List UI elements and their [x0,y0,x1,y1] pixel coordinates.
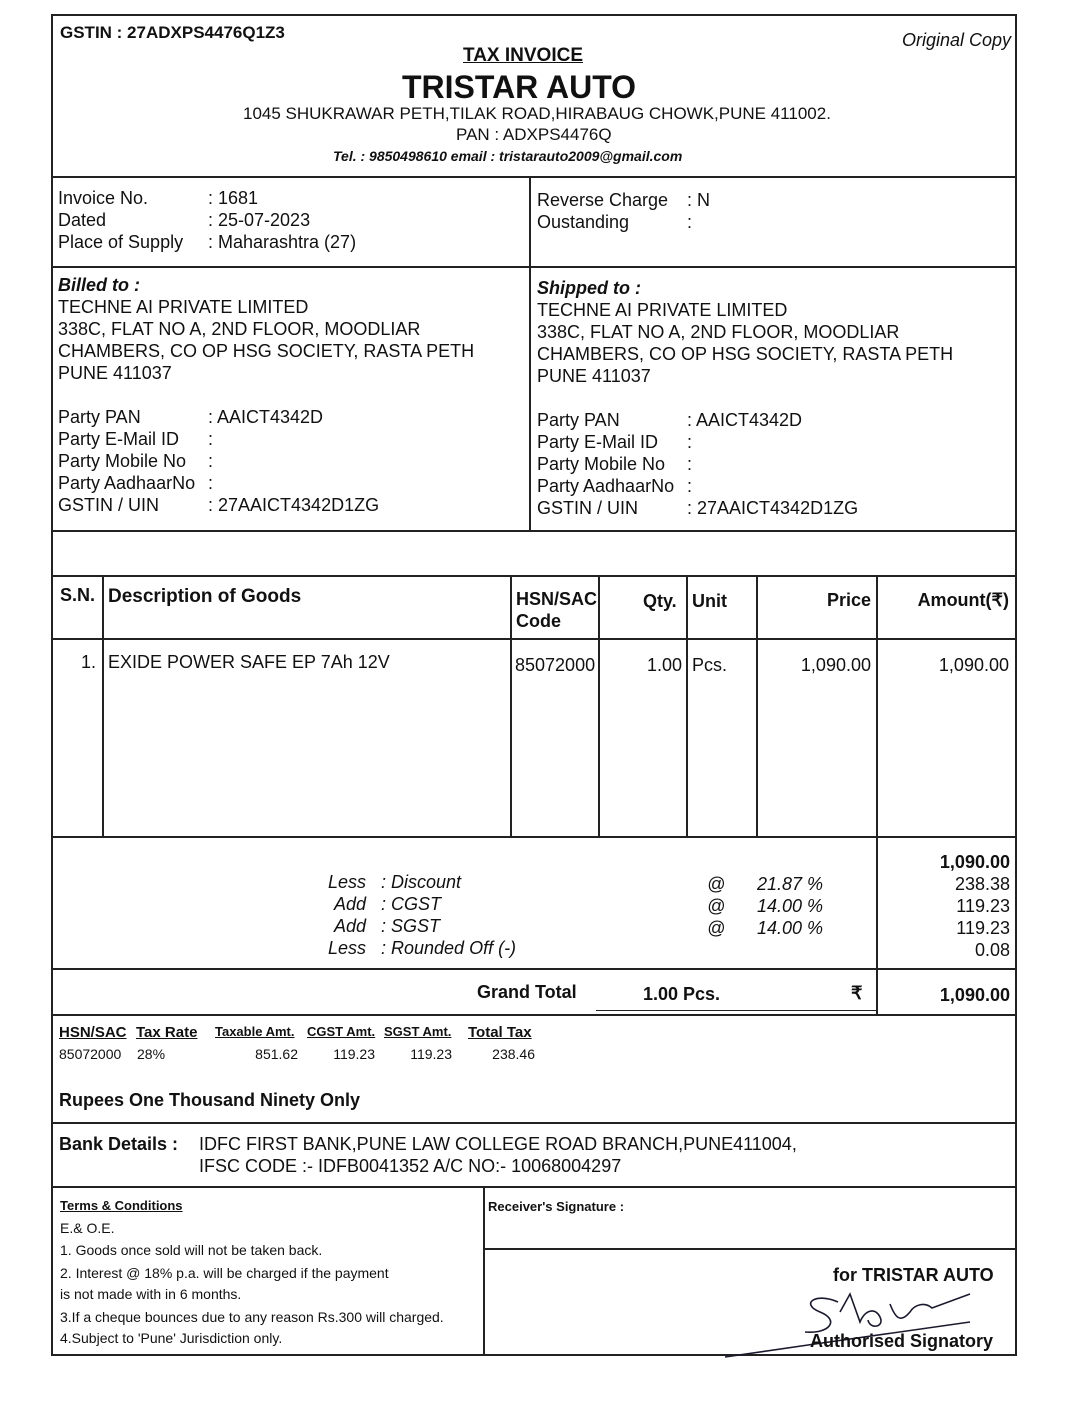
divider [598,575,600,836]
adjustment-op: Less [327,938,366,958]
adjustment-at: @ [707,918,726,938]
shipped-gstin-value: : 27AAICT4342D1ZG [687,498,859,518]
outstanding-value: : [687,212,693,232]
col-header-description: Description of Goods [108,586,302,607]
col-header-code: Code [516,611,561,631]
billed-line: TECHNE AI PRIVATE LIMITED [58,297,309,317]
divider [51,176,1017,178]
terms-line: 2. Interest @ 18% p.a. will be charged if the payment [60,1265,389,1281]
col-header-unit: Unit [692,591,727,611]
grand-total-qty: 1.00 Pcs. [643,984,721,1004]
grand-total-amount: 1,090.00 [939,985,1010,1005]
col-header-qty: Qty. [643,591,677,611]
adjustment-op: Add [333,894,366,914]
divider [51,638,1017,640]
billed-mobile-label: Party Mobile No [58,451,187,471]
item-unit: Pcs. [692,655,728,675]
billed-email-value: : [208,429,214,449]
adjustment-amount: 119.23 [956,918,1010,938]
grand-total-label: Grand Total [477,982,577,1002]
place-of-supply-value: : Maharashtra (27) [208,232,357,252]
shipped-line: PUNE 411037 [537,366,651,386]
adjustment-name: : Rounded Off (-) [381,938,517,958]
shipped-aadhaar-label: Party AadhaarNo [537,476,675,496]
shipped-mobile-value: : [687,454,693,474]
tax-header-taxable: Taxable Amt. [215,1024,295,1039]
outstanding-label: Oustanding [537,212,630,232]
terms-line: 1. Goods once sold will not be taken back. [60,1242,323,1258]
tax-row-sgst: 119.23 [410,1046,452,1062]
divider [876,575,878,836]
dated-value: : 25-07-2023 [208,210,311,230]
col-header-sn: S.N. [60,585,96,605]
adjustment-op: Add [333,916,366,936]
billed-line: PUNE 411037 [58,363,172,383]
adjustment-amount: 119.23 [956,896,1010,916]
adjustment-at: @ [707,874,726,894]
reverse-charge-value: : N [687,190,711,210]
shipped-aadhaar-value: : [687,476,693,496]
company-pan: PAN : ADXPS4476Q [456,125,612,144]
divider [876,836,878,1014]
divider [51,1122,1017,1124]
terms-line: 3.If a cheque bounces due to any reason Rs.300 will charged. [60,1309,444,1325]
shipped-line: CHAMBERS, CO OP HSG SOCIETY, RASTA PETH [537,344,954,364]
col-header-amount: Amount(₹) [917,590,1009,610]
divider [483,1248,1017,1250]
invoice-no-label: Invoice No. [58,188,149,208]
billed-gstin-label: GSTIN / UIN [58,495,160,515]
col-header-hsn: HSN/SAC [516,589,598,609]
shipped-to-block [537,277,953,519]
billed-line: CHAMBERS, CO OP HSG SOCIETY, RASTA PETH [58,341,475,361]
billed-to-heading: Billed to : [58,275,140,295]
billed-email-label: Party E-Mail ID [58,429,180,449]
company-address: 1045 SHUKRAWAR PETH,TILAK ROAD,HIRABAUG CHOWK,PUNE 411002. [243,104,831,123]
authorised-signatory-label: Authorised Signatory [810,1331,994,1351]
tax-header-cgst: CGST Amt. [307,1024,376,1039]
amount-in-words: Rupees One Thousand Ninety Only [59,1090,361,1110]
bank-label: Bank Details : [59,1134,179,1154]
billed-line: 338C, FLAT NO A, 2ND FLOOR, MOODLIAR [58,319,421,339]
adjustment-rate: 21.87 % [757,874,824,894]
tax-row-hsn: 85072000 [59,1046,122,1062]
divider [686,575,688,836]
divider [51,1014,1017,1016]
billed-aadhaar-value: : [208,473,214,493]
item-amount: 1,090.00 [938,655,1009,675]
shipped-line: TECHNE AI PRIVATE LIMITED [537,300,788,320]
shipped-line: 338C, FLAT NO A, 2ND FLOOR, MOODLIAR [537,322,900,342]
grand-total-currency: ₹ [851,983,863,1003]
shipped-email-label: Party E-Mail ID [537,432,659,452]
adjustment-amount: 0.08 [974,940,1010,960]
bank-line2: IFSC CODE :- IDFB0041352 A/C NO:- 10068004297 [199,1156,622,1176]
item-sn: 1. [80,652,96,672]
for-company-label: for TRISTAR AUTO [833,1265,994,1285]
seller-gstin: GSTIN : 27ADXPS4476Q1Z3 [60,23,285,42]
divider [510,575,512,836]
item-price: 1,090.00 [800,655,871,675]
company-name: TRISTAR AUTO [402,69,637,105]
adjustment-at: @ [707,896,726,916]
shipped-email-value: : [687,432,693,452]
adjustment-name: : Discount [381,872,462,892]
adjustment-name: : CGST [381,894,442,914]
grand-total-underline [596,1010,878,1011]
divider [483,1186,485,1356]
divider [529,176,531,530]
place-of-supply-label: Place of Supply [58,232,184,252]
billed-pan-label: Party PAN [58,407,141,427]
billed-aadhaar-label: Party AadhaarNo [58,473,196,493]
item-description: EXIDE POWER SAFE EP 7Ah 12V [108,652,390,672]
tax-header-rate: Tax Rate [136,1024,198,1041]
tax-header-sgst: SGST Amt. [384,1024,452,1039]
shipped-pan-value: : AAICT4342D [687,410,803,430]
invoice-no-value: : 1681 [208,188,259,208]
divider [51,266,1017,268]
divider [51,530,1017,532]
invoice-info-left [58,187,356,253]
tax-row-cgst: 119.23 [333,1046,375,1062]
col-header-price: Price [826,590,871,610]
shipped-pan-label: Party PAN [537,410,620,430]
company-contact: Tel. : 9850498610 email : tristarauto2009@gmail.com [333,148,683,164]
terms-line: E.& O.E. [60,1220,115,1236]
billed-mobile-value: : [208,451,214,471]
terms-heading: Terms & Conditions [60,1198,183,1213]
shipped-to-heading: Shipped to : [537,278,641,298]
tax-row-taxable: 851.62 [255,1046,298,1062]
adjustment-rate: 14.00 % [757,918,824,938]
tax-header-total: Total Tax [468,1024,532,1041]
tax-header-hsn: HSN/SAC [59,1024,127,1041]
billed-gstin-value: : 27AAICT4342D1ZG [208,495,380,515]
divider [102,575,104,836]
invoice-info-right [537,189,710,233]
shipped-gstin-label: GSTIN / UIN [537,498,639,518]
document-title: TAX INVOICE [463,45,583,66]
bank-line1: IDFC FIRST BANK,PUNE LAW COLLEGE ROAD BRANCH,PUNE411004, [199,1134,797,1154]
adjustment-rate: 14.00 % [757,896,824,916]
tax-row-rate: 28% [137,1046,166,1062]
terms-line: is not made with in 6 months. [60,1286,242,1302]
receiver-signature-label: Receiver's Signature : [488,1199,625,1214]
divider [51,836,1017,838]
billed-to-block [58,274,474,516]
item-qty: 1.00 [646,655,682,675]
tax-row-total: 238.46 [492,1046,535,1062]
divider [756,575,758,836]
shipped-mobile-label: Party Mobile No [537,454,666,474]
divider [51,575,1017,577]
terms-line: 4.Subject to 'Pune' Jurisdiction only. [60,1330,283,1346]
dated-label: Dated [58,210,107,230]
reverse-charge-label: Reverse Charge [537,190,669,210]
divider [51,968,1017,970]
divider [51,1186,1017,1188]
adjustment-amount: 238.38 [954,874,1010,894]
billed-pan-value: : AAICT4342D [208,407,324,427]
adjustment-op: Less [327,872,366,892]
adjustment-name: : SGST [381,916,441,936]
item-hsn: 85072000 [515,655,596,675]
subtotal-amount: 1,090.00 [939,852,1010,872]
copy-label: Original Copy [902,30,1012,50]
